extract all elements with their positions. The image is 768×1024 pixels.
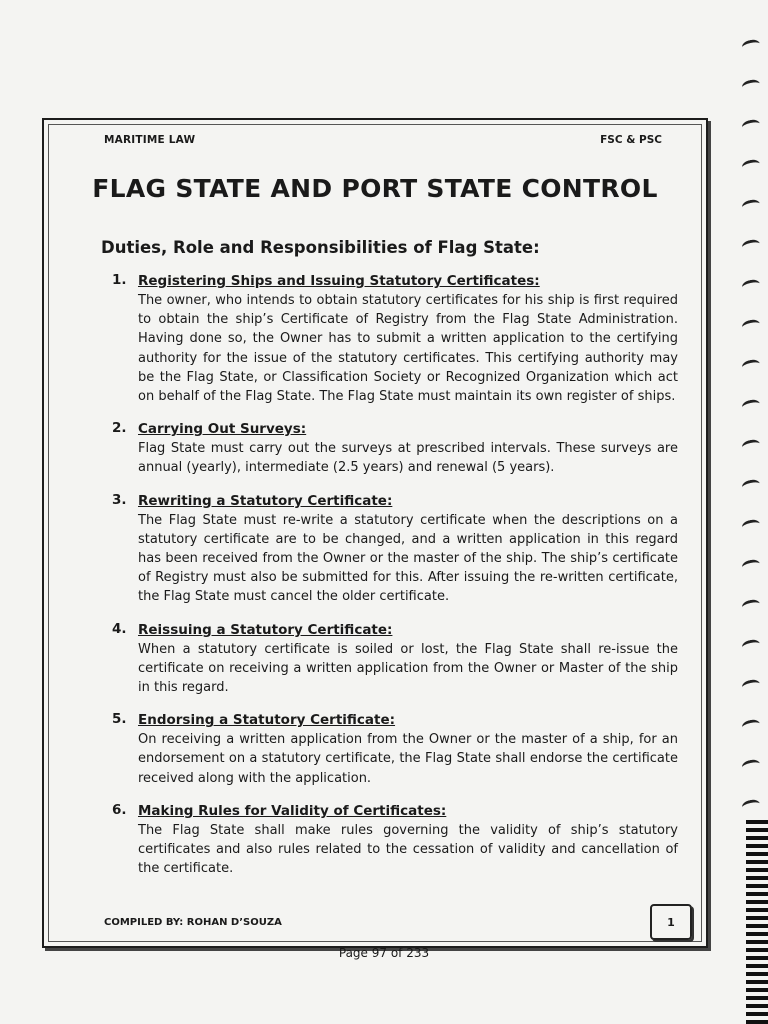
list-item [112, 492, 678, 607]
binding-coil [741, 358, 761, 373]
item-heading: Carrying Out Surveys: [138, 421, 307, 438]
binding-coil [741, 118, 761, 133]
item-body: On receiving a written application from the Owner or the master of a ship, for an endorsement on a statutory certificate, the Flag State shall endorse the certificate received along with the application. [138, 732, 678, 786]
list-item [112, 802, 678, 879]
item-number: 6. [112, 801, 127, 818]
page-frame [42, 118, 708, 948]
binding-coil [741, 558, 761, 573]
binding-coil [741, 798, 761, 813]
item-heading: Making Rules for Validity of Certificates: [138, 802, 447, 819]
item-body: The Flag State shall make rules governing the validity of ship’s statutory certificates and also rules related to the cessation of validity and cancellation of the certificate. [138, 822, 678, 877]
item-number: 3. [112, 491, 127, 508]
binding-coil [741, 78, 761, 93]
page-number-box [650, 904, 692, 940]
item-body: The Flag State must re-write a statutory certificate when the descriptions on a statutory certificate are to be changed, and a written application in this regard has been received from the Owner or the master of the ship. The ship’s certificate of Registry must also be submitted for this. After issuing the re-written certificate, the Flag State must cancel the older certificate. [138, 512, 678, 605]
spiral-binding [732, 0, 768, 1024]
item-number: 1. [112, 272, 127, 288]
binding-coil [741, 718, 761, 733]
binding-coil [741, 398, 761, 413]
item-body: The owner, who intends to obtain statutory certificates for his ship is first required to obtain the ship’s Certificate of Registry from the Flag State Administration. Having done so, the Owner has to submit a written application to the certifying authority for the issue of the statutory certificates. This certifying authority may be the Flag State, or Classification Society or Recognized Organization which act on behalf of the Flag State. The Flag State must maintain its own register of ships. [138, 293, 678, 405]
binding-coil [741, 38, 761, 53]
binding-coil [741, 518, 761, 533]
item-heading: Endorsing a Statutory Certificate: [138, 712, 396, 729]
item-number: 4. [112, 620, 127, 637]
list-item [112, 621, 678, 698]
binding-coil [741, 478, 761, 493]
item-body: Flag State must carry out the surveys at prescribed intervals. These surveys are annual (yearly), intermediate (2.5 years) and renewal (5 years). [138, 441, 678, 476]
item-number: 5. [112, 711, 127, 728]
binding-coil [741, 638, 761, 653]
binding-coil [741, 318, 761, 333]
binding-coil [741, 598, 761, 613]
item-heading: Rewriting a Statutory Certificate: [138, 492, 393, 509]
compiled-by: COMPILED BY: ROHAN D’SOUZA [104, 917, 282, 928]
item-body: When a statutory certificate is soiled or lost, the Flag State shall re-issue the certificate on receiving a written application from the Owner or Master of the ship in this regard. [138, 641, 678, 696]
header-subject: MARITIME LAW [104, 134, 196, 146]
binding-coil [741, 678, 761, 693]
section-heading: Duties, Role and Responsibilities of Flag State: [101, 238, 540, 257]
binding-coil [741, 758, 761, 773]
list-item [112, 711, 678, 788]
binding-coil [741, 278, 761, 293]
page-title: FLAG STATE AND PORT STATE CONTROL [92, 174, 658, 203]
item-number: 2. [112, 420, 127, 437]
binding-coil [741, 238, 761, 253]
item-heading: Reissuing a Statutory Certificate: [138, 621, 393, 638]
page-count: Page 97 of 233 [338, 946, 430, 960]
duties-list [112, 272, 678, 892]
item-heading: Registering Ships and Issuing Statutory Certificates: [138, 273, 540, 289]
binding-coil [741, 158, 761, 173]
binding-coil [741, 198, 761, 213]
binding-coil [741, 438, 761, 453]
header-topic: FSC & PSC [600, 134, 662, 146]
list-item [112, 420, 678, 477]
list-item [112, 272, 678, 406]
page-number: 1 [667, 915, 675, 929]
binding-shadow [746, 820, 768, 1024]
